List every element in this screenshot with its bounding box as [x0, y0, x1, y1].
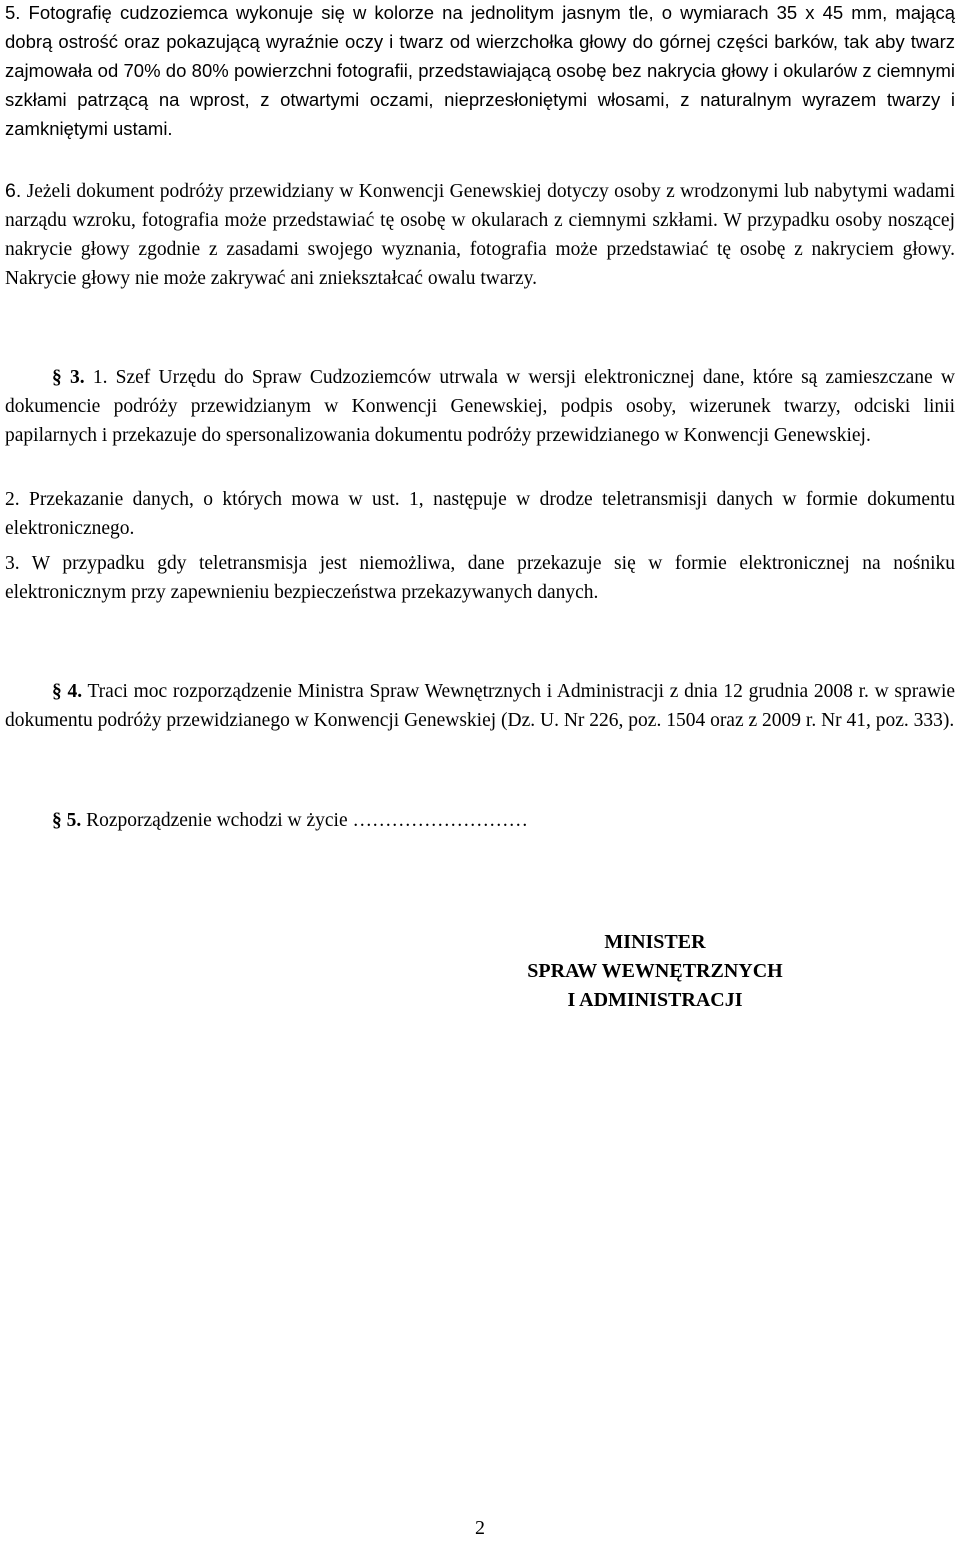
- paragraph-text: Fotografię cudzoziemca wykonuje się w kolorze na jednolitym jasnym tle, o wymiarach 35 x 45 mm, mającą dobrą ostrość oraz pokazującą wyraźnie oczy i twarz od wierzchołka głowy do górnej części barków, tak aby twarz zajmowała od 70% do 80% powierzchni fotografii, przedstawiającą osobę bez nakrycia głowy i okularów z ciemnymi szkłami patrzącą na wprost, z otwartymi oczami, nieprzesłoniętymi włosami, z naturalnym wyrazem twarzy i zamkniętymi ustami.: [5, 2, 955, 139]
- date-placeholder-dots: ………………………: [352, 810, 528, 831]
- section-number: 3.: [69, 367, 85, 388]
- paragraph-6: [5, 177, 955, 293]
- paragraph-5: [5, 0, 955, 143]
- section-3: [5, 363, 955, 450]
- section-number: 4.: [67, 681, 83, 702]
- signature-title-ministry: SPRAW WEWNĘTRZNYCH: [527, 960, 783, 982]
- paragraph-text: 2. Przekazanie danych, o których mowa w ust. 1, następuje w drodze teletransmisji danych w formie dokumentu elektronicznego.: [5, 489, 955, 539]
- signature-title-administration: I ADMINISTRACJI: [567, 989, 743, 1011]
- section-5: [5, 806, 955, 835]
- section-sign: §: [52, 810, 62, 831]
- paragraph-number: 6.: [5, 180, 22, 202]
- signature-title-minister: MINISTER: [604, 931, 706, 953]
- section-4: [5, 677, 955, 735]
- section-text: Traci moc rozporządzenie Ministra Spraw Wewnętrznych i Administracji z dnia 12 grudnia 2008 r. w sprawie dokumentu podróży przewidzianego w Konwencji Genewskiej (Dz. U. Nr 226, poz. 1504 oraz z 2009 r. Nr 41, poz. 333).: [5, 681, 956, 731]
- section-3-paragraph-2: [5, 485, 955, 543]
- section-number: 5.: [66, 810, 82, 831]
- paragraph-number: 5.: [5, 2, 21, 23]
- section-sign: §: [52, 367, 62, 388]
- section-text: Rozporządzenie wchodzi w życie: [86, 810, 348, 831]
- section-3-paragraph-3: [5, 549, 955, 607]
- paragraph-text: 3. W przypadku gdy teletransmisja jest niemożliwa, dane przekazuje się w formie elektronicznej na nośniku elektronicznym przy zapewnieniu bezpieczeństwa przekazywanych danych.: [5, 553, 955, 603]
- page-number: 2: [475, 1517, 485, 1539]
- section-sign: §: [52, 681, 62, 702]
- section-text: 1. Szef Urzędu do Spraw Cudzoziemców utrwala w wersji elektronicznej dane, które są zamieszczane w dokumencie podróży przewidzianym w Konwencji Genewskiej, podpis osoby, wizerunek twarzy, odciski linii papilarnych i przekazuje do spersonalizowania dokumentu podróży przewidzianego w Konwencji Genewskiej.: [5, 367, 956, 446]
- paragraph-text: Jeżeli dokument podróży przewidziany w Konwencji Genewskiej dotyczy osoby z wrodzonymi lub nabytymi wadami narządu wzroku, fotografia może przedstawiać tę osobę w okularach z ciemnymi szkłami. W przypadku osoby noszącej nakrycie głowy zgodnie z zasadami swojego wyznania, fotografia może przedstawiać tę osobę z nakryciem głowy. Nakrycie głowy nie może zakrywać ani zniekształcać owalu twarzy.: [5, 181, 955, 289]
